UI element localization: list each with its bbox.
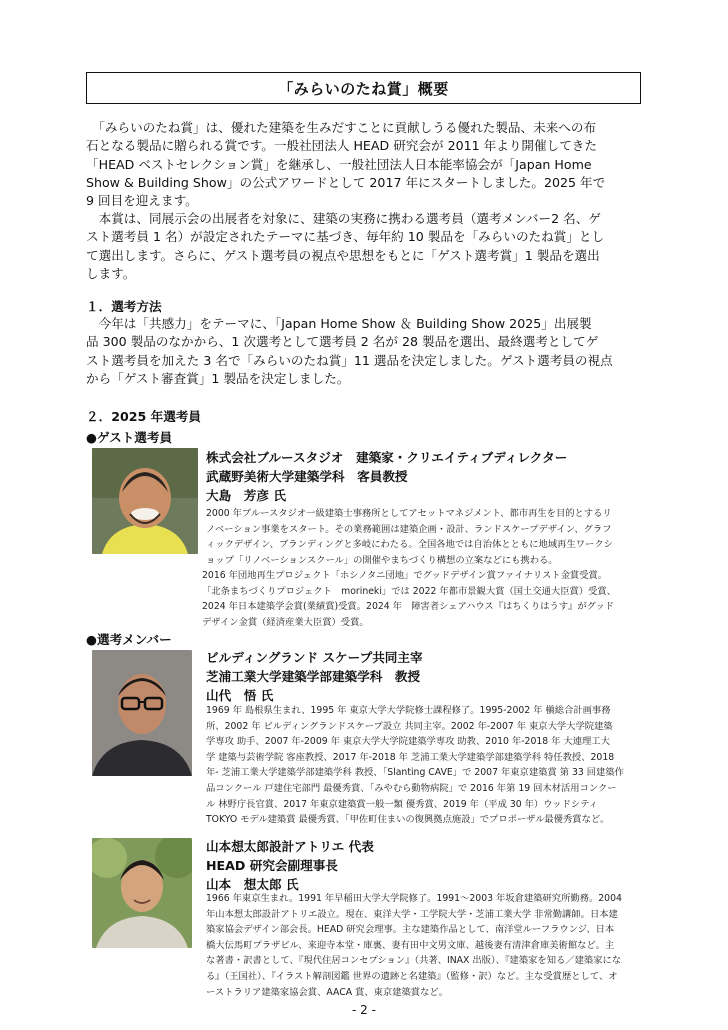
guest-bio-awards: 2016 年団地再生プロジェクト「ホシノタニ団地」でグッドデザイン賞ファイナリスト金賞受賞。 「北条まちづくりプロジェクト morineki」では 2022 年都市景観大賞（国土交通大臣賞）受賞、 2024 年日本建築学会賞(業績賞)受賞。2024 年 障害者シェアハウス『はちくりはうす』がグッド デザイン金賞（経済産業大臣賞）受賞。: [202, 570, 617, 628]
portrait-photo-guest: [92, 448, 198, 554]
members-label: ●選考メンバー: [86, 632, 172, 647]
guest-name-block: 株式会社ブルースタジオ 建築家・クリエイティブディレクター 武蔵野美術大学建築学科 客員教授 大島 芳彦 氏: [206, 450, 568, 503]
page-number: - 2 -: [352, 1003, 376, 1017]
section1-body: 今年は「共感力」をテーマに、「Japan Home Show ＆ Building Show 2025」出展製 品 300 製品のなかから、1 次選考として選考員 2 名が 28 製品を選出、最終選考としてゲ スト選考員を加えた 3 名で「みらいのたね賞」11 選品を決定しました。ゲスト選考員の視点 から「ゲスト審査賞」1 製品を決定しました。: [86, 316, 613, 386]
page-title: 「みらいのたね賞」概要: [86, 72, 641, 104]
intro-paragraph-1: 「みらいのたね賞」は、優れた建築を生みだすことに貢献しうる優れた製品、未来への布 石となる製品に贈られる賞です。一般社団法人 HEAD 研究会が 2011 年より開催してきた 「HEAD ベストセレクション賞」を継承し、一般社団法人日本能率協会が「Japan Home Show & Building Show」の公式アワードとして 2017 年にスタートしました。2025 年で 9 回目を迎えます。: [86, 120, 606, 209]
section2-heading: ２．2025 年選考員: [86, 409, 201, 424]
guest-label: ●ゲスト選考員: [86, 430, 173, 445]
member-2-bio: 1966 年東京生まれ。1991 年早稲田大学大学院修了。1991～2003 年坂倉建築研究所勤務。2004 年山本想太郎設計アトリエ設立。現在、東洋大学・工学院大学・芝浦工業大学 非常勤講師。日本建 築家協会デザイン部会長。HEAD 研究会理事。主な建築作品として、南洋堂ルーフラウンジ、日本 橋大伝馬町プラザビル、来迎寺本堂・庫裏、妻有田中文男文庫、越後妻有清津倉庫美術館など。主 な著書・訳書として、『現代住居コンセプション』（共著、INAX 出版）、『建築家を知る／建築家にな る』（王国社）、『イラスト解剖図鑑 世界の遺跡と名建築』（監修・訳）など。主な受賞歴として、オ ーストラリア建築家協会賞、AACA 賞、東京建築賞など。: [206, 893, 622, 998]
portrait-photo-member-2: [92, 838, 192, 948]
member-1-name-block: ビルディングランド スケープ共同主宰 芝浦工業大学建築学部建築学科 教授 山代 悟 氏: [206, 650, 423, 703]
member-1-bio: 1969 年 島根県生まれ、1995 年 東京大学大学院修士課程修了。1995-2002 年 槇総合計画事務 所、2002 年 ビルディングランドスケープ設立 共同主宰。2002 年-2007 年 東京大学大学院建築 学専攻 助手、2007 年-2009 年 東京大学大学院建築学専攻 助教、2010 年-2018 年 大連理工大 学 建築与芸術学院 客座教授、2017 年-2018 年 芝浦工業大学建築学部建築学科 特任教授、2018 年- 芝浦工業大学建築学部建築学科 教授、「Slanting CAVE」で 2007 年東京建築賞 第 33 回建築作 品コンクール 戸建住宅部門 最優秀賞、「みやむら動物病院」で 2016 年第 19 回木材活用コンクー ル 林野庁長官賞、2017 年東京建築賞一般一類 優秀賞、2019 年（平成 30 年）ウッドシティ TOKYO モデル建築賞 最優秀賞、「甲佐町住まいの復興拠点施設」でプロポーザル最優秀賞など。: [206, 705, 624, 826]
portrait-photo-member-1: [92, 650, 192, 776]
section1-heading: １．選考方法: [86, 299, 162, 314]
intro-paragraph-2: 本賞は、同展示会の出展者を対象に、建築の実務に携わる選考員（選考メンバー2 名、ゲ スト選考員 1 名）が設定されたテーマに基づき、毎年約 10 製品を「みらいのたね賞」とし て選出します。さらに、ゲスト選考員の視点や思想をもとに「ゲスト選考賞」1 製品を選出 します。: [86, 211, 605, 281]
member-2-name-block: 山本想太郎設計アトリエ 代表 HEAD 研究会副理事長 山本 想太郎 氏: [206, 839, 374, 892]
guest-bio: 2000 年ブルースタジオ一級建築士事務所としてアセットマネジメント、都市再生を目的とするリ ノベーション事業をスタート。その業務範囲は建築企画・設計、ランドスケープデザイン、グラフ ィックデザイン、ブランディングと多岐にわたる。全国各地では自治体とともに地域再生ワークシ ョップ「リノベーションスクール」の開催やまちづくり構想の立案などにも携わる。: [206, 508, 613, 566]
